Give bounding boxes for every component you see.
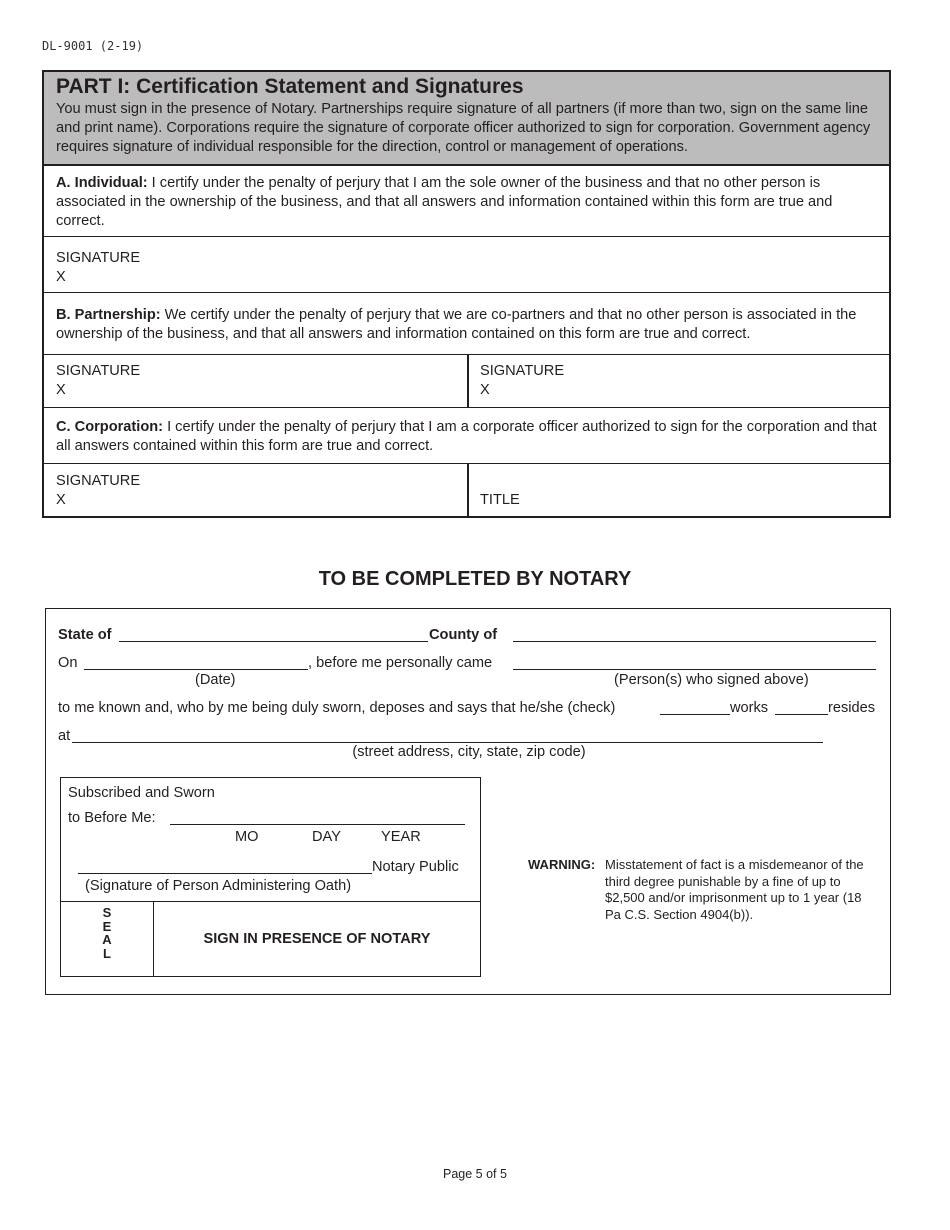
state-label: State of <box>58 627 112 643</box>
date-input[interactable] <box>84 669 308 670</box>
title-label: TITLE <box>480 492 520 508</box>
on-label: On <box>58 655 78 671</box>
warning-text: Misstatement of fact is a misdemeanor of the third degree punishable by a fine of up to $2,500 and/or imprisonment up to 1 year (18 Pa C.S. Section 4904(b)). <box>605 857 864 922</box>
known-text: to me known and, who by me being duly sworn, deposes and says that he/she (check) <box>58 700 616 716</box>
corporation-signature-row <box>44 464 889 518</box>
seal-area[interactable] <box>61 902 154 976</box>
signature-mark: X <box>56 382 66 398</box>
corporation-label: C. Corporation: <box>56 419 164 435</box>
partner-signature-field-1[interactable] <box>44 355 467 407</box>
at-label: at <box>58 728 71 744</box>
signature-mark: X <box>56 269 66 285</box>
part1-header <box>44 72 889 166</box>
warning-block <box>528 857 873 923</box>
county-input[interactable] <box>513 641 876 642</box>
part1-title: PART I: Certification Statement and Signatures <box>56 75 524 98</box>
sworn-box <box>60 777 481 977</box>
year-caption: YEAR <box>381 829 421 845</box>
notary-heading: TO BE COMPLETED BY NOTARY <box>318 568 632 590</box>
seal-row <box>61 901 480 976</box>
subscribed-label: Subscribed and Sworn <box>68 785 215 801</box>
page-number: Page 5 of 5 <box>443 1167 507 1181</box>
partnership-label: B. Partnership: <box>56 307 161 323</box>
day-caption: DAY <box>312 829 341 845</box>
seal-letter: L <box>103 945 111 961</box>
individual-signature-field[interactable] <box>44 237 889 292</box>
seal-letter: A <box>102 932 112 947</box>
individual-text: I certify under the penalty of perjury that I am the sole owner of the business and that no other person is associated in the ownership of the business, and that all answers and information contained within this form are true and correct. <box>56 175 833 229</box>
works-label: works <box>730 700 769 716</box>
resides-check-input[interactable] <box>775 714 828 715</box>
state-input[interactable] <box>119 641 428 642</box>
before-me-text: , before me personally came <box>308 655 493 671</box>
date-caption: (Date) <box>195 672 236 688</box>
signature-mark: X <box>56 492 66 508</box>
part1-intro: You must sign in the presence of Notary. Partnerships require signature of all partners (if more than two, sign on the same line and print name). Corporations require the signature of corporate officer authorized to sign for corporation. Government agency requires signature of individual responsible for the direction, control or management of operations. <box>56 101 871 155</box>
notary-public-label: Notary Public <box>372 859 459 875</box>
corporation-text: I certify under the penalty of perjury that I am a corporate officer authorized to sign for the corporation and that all answers contained within this form are true and correct. <box>56 419 877 454</box>
corporate-signature-field[interactable] <box>44 464 467 518</box>
mo-caption: MO <box>235 829 259 845</box>
county-label: County of <box>429 627 498 643</box>
oath-signature-input[interactable] <box>78 873 372 874</box>
individual-statement-row <box>44 166 889 237</box>
individual-signature-row <box>44 237 889 293</box>
corporate-title-field[interactable] <box>468 464 889 518</box>
signature-label: SIGNATURE <box>56 473 141 489</box>
oath-caption: (Signature of Person Administering Oath) <box>85 878 352 894</box>
address-caption: (street address, city, state, zip code) <box>352 744 586 760</box>
signature-label: SIGNATURE <box>480 363 565 379</box>
individual-label: A. Individual: <box>56 175 148 191</box>
partnership-signature-row <box>44 355 889 408</box>
seal-letter: E <box>102 918 112 934</box>
sign-presence-label: SIGN IN PRESENCE OF NOTARY <box>203 931 431 947</box>
partner-signature-field-2[interactable] <box>468 355 889 407</box>
persons-input[interactable] <box>513 669 876 670</box>
persons-caption: (Person(s) who signed above) <box>614 672 809 688</box>
corporation-statement-row <box>44 408 889 464</box>
part1-certification-section <box>42 70 891 518</box>
works-check-input[interactable] <box>660 714 730 715</box>
partnership-statement-row <box>44 293 889 355</box>
signature-label: SIGNATURE <box>56 363 141 379</box>
partnership-text: We certify under the penalty of perjury that we are co-partners and that no other person is associated in the ownership of the business, and that all answers and information contained on this form are true and correct. <box>56 307 857 342</box>
resides-label: resides <box>828 700 876 716</box>
form-code: DL-9001 (2-19) <box>42 39 144 53</box>
partnership-statement <box>44 293 889 344</box>
signature-label: SIGNATURE <box>56 250 141 266</box>
sworn-date-input[interactable] <box>170 824 465 825</box>
notary-section <box>45 608 891 995</box>
corporation-statement <box>44 408 889 456</box>
warning-label: WARNING: <box>528 857 596 872</box>
signature-mark: X <box>480 382 490 398</box>
seal-letter: S <box>102 905 112 920</box>
to-before-me-label: to Before Me: <box>68 810 156 826</box>
individual-statement <box>44 166 889 231</box>
